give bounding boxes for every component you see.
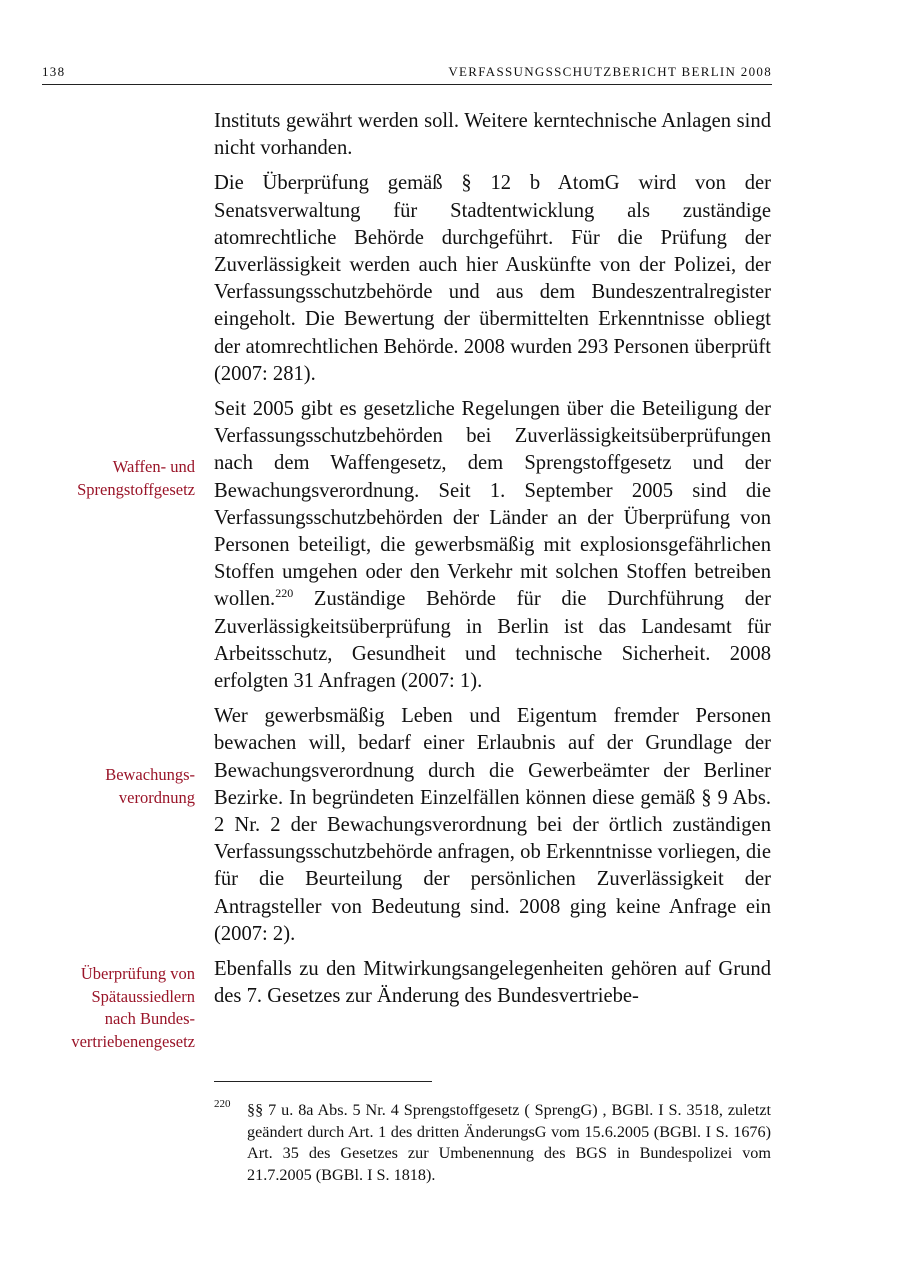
paragraph — [214, 396, 771, 695]
footnote — [214, 1100, 771, 1186]
margin-note-line: Waffen- und — [112, 457, 195, 476]
body-text — [214, 108, 771, 1019]
footnote-text: §§ 7 u. 8a Abs. 5 Nr. 4 Sprengstoffgesetz ( SprengG) , BGBl. I S. 3518, zuletzt geändert durch Art. 1 des dritten ÄnderungsG vom 15.6.2005 (BGBl. I S. 1676) Art. 35 des Gesetzes zur Umbenennung des BGS in Bundespolizei vom 21.7.2005 (BGBl. I S. 1818). — [247, 1101, 771, 1184]
paragraph: Ebenfalls zu den Mitwirkungsangelegenheiten gehören auf Grund des 7. Gesetzes zur Änderung des Bundesvertriebe- — [214, 958, 771, 1008]
margin-note-line: Sprengstoffgesetz — [77, 479, 195, 499]
footnote-number: 220 — [214, 1098, 231, 1110]
paragraph: Die Überprüfung gemäß § 12 b AtomG wird von der Senatsverwaltung für Stadtentwicklung als zuständige atomrechtliche Behörde durchgeführt. Für die Prüfung der Zuverlässigkeit werden auch hier Auskünfte von der Polizei, der Verfassungsschutzbehörde und aus dem Bundeszentralregister eingeholt. Die Bewertung der übermittelten Erkenntnisse obliegt der atomrechtlichen Behörde. 2008 wurden 293 Personen überprüft (2007: 281). — [214, 172, 771, 385]
paragraph-text: Seit 2005 gibt es gesetzliche Regelungen über die Beteiligung der Verfassungsschutzbehörden bei Zuverlässigkeitsüberprüfungen nach dem Waffengesetz, dem Sprengstoffgesetz und der Bewachungsverordnung. Seit 1. September 2005 sind die Verfassungsschutzbehörden der Länder an der Überprüfung von Personen beteiligt, die gewerbsmäßig mit explosionsgefährlichen Stoffen umgehen oder den Verkehr mit solchen Stoffen betreiben wollen. — [214, 398, 771, 611]
margin-note-line: Spätaussiedlern — [91, 986, 195, 1006]
margin-note-line: nach Bundes- — [104, 1009, 195, 1028]
margin-note-line: Bewachungs- — [105, 765, 195, 784]
paragraph: Wer gewerbsmäßig Leben und Eigentum fremder Personen bewachen will, bedarf einer Erlaubnis auf der Grundlage der Bewachungsverordnung durch die Gewerbeämter der Berliner Bezirke. In begründeten Einzelfällen können diese gemäß § 9 Abs. 2 Nr. 2 der Bewachungsverordnung bei der örtlich zuständigen Verfassungsschutzbehörde anfragen, ob Erkenntnisse vorliegen, die für die Beurteilung der persönlichen Zuverlässigkeit der Antragsteller von Bedeutung sind. 2008 ging keine Anfrage ein (2007: 2). — [214, 705, 771, 945]
running-title: VERFASSUNGSSCHUTZBERICHT BERLIN 2008 — [448, 64, 772, 79]
footnote-separator — [214, 1081, 432, 1082]
footnote-reference[interactable]: 220 — [275, 586, 294, 601]
margin-note-spaetaussiedler — [35, 963, 195, 1053]
page-number: 138 — [42, 64, 66, 79]
margin-note-line: vertriebenengesetz — [71, 1031, 195, 1051]
paragraph: Instituts gewährt werden soll. Weitere kerntechnische Anlagen sind nicht vorhanden. — [214, 110, 771, 160]
paragraph-text: Zuständige Behörde für die Durchführung der Zuverlässigkeitsüberprüfung in Berlin ist das Landesamt für Arbeitsschutz, Gesundheit und technische Sicherheit. 2008 erfolgten 31 Anfragen (2007: 1). — [214, 588, 771, 693]
margin-note-waffen — [35, 456, 195, 501]
margin-note-line: verordnung — [118, 787, 195, 807]
margin-note-bewachung — [35, 764, 195, 809]
margin-note-line: Überprüfung von — [80, 964, 195, 983]
running-header — [42, 62, 772, 85]
